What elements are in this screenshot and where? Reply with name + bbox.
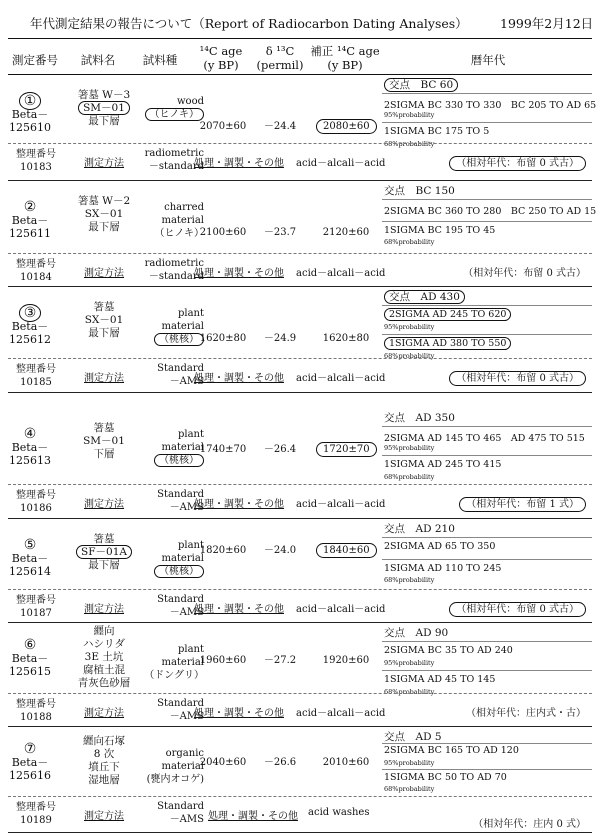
seiri-number — [8, 699, 64, 724]
circled-number: ④ — [23, 426, 37, 442]
two-sigma: 2SIGMA BC 330 TO 330 BC 205 TO AD 65 — [384, 100, 597, 111]
beta-code-prefix: Beta－ — [11, 320, 49, 333]
relative-age-circled: （相対年代：布留 0 式古） — [449, 371, 586, 386]
cal-divider — [382, 122, 592, 123]
two-sigma: 2SIGMA AD 145 TO 465 AD 475 TO 515 — [384, 433, 585, 444]
relative-age — [459, 495, 586, 510]
beta-code-prefix: Beta－ — [11, 441, 49, 454]
corrected-age: 2120±60 — [322, 227, 370, 238]
method-label: 測定方法 — [84, 604, 124, 615]
sample-name-line2: 8 次 — [93, 748, 115, 760]
sample-name-line1: 箸墓 — [93, 533, 115, 545]
cal-divider — [382, 455, 592, 456]
sample-id-circled: SM－01 — [78, 101, 130, 115]
seiri-label: 整理番号 — [16, 490, 56, 501]
method-line1: Standard — [157, 363, 204, 374]
seiri-label: 整理番号 — [16, 259, 56, 270]
sample-layer: 最下層 — [88, 221, 120, 233]
prob-68: 68%probability — [384, 576, 435, 584]
pretreatment: acid－alcali－acid — [296, 268, 386, 279]
cal-divider — [382, 426, 592, 427]
sample-layer: 青灰色砂層 — [77, 677, 131, 689]
material-species-circled: （桃核） — [154, 565, 204, 578]
method-label: 測定方法 — [84, 158, 124, 169]
entry-7-meta — [8, 799, 592, 829]
sample-name — [74, 89, 134, 128]
c14-age: 1620±80 — [199, 333, 247, 344]
seiri-value: 10189 — [20, 814, 52, 826]
beta-code-number: 125615 — [9, 664, 51, 678]
cal-divider — [382, 670, 592, 671]
seiri-label: 整理番号 — [16, 149, 56, 160]
material-species-circled: （桃核） — [154, 454, 204, 467]
header-corr-line1: 補正 ¹⁴C age — [310, 44, 380, 58]
page-bottom-rule — [8, 832, 592, 833]
intercept-circled: 交点 AD 430 — [384, 290, 465, 304]
prob-95: 95%probability — [384, 759, 435, 767]
method-line2: －standard — [148, 160, 204, 172]
sample-name-line2: ハシリダ — [83, 638, 125, 650]
material-line1: wood — [176, 96, 204, 107]
calendar-age-block — [380, 727, 592, 793]
material-species: （ヒノキ） — [154, 228, 204, 239]
cal-divider — [382, 199, 592, 200]
seiri-value: 10187 — [20, 607, 52, 619]
method-line1: radiometric — [144, 258, 204, 269]
circled-number: ② — [23, 199, 37, 215]
cal-divider — [382, 334, 592, 335]
delta13c: －27.2 — [263, 655, 297, 666]
intercept: 交点 BC 150 — [384, 185, 455, 197]
sample-number — [8, 741, 52, 782]
one-sigma: 1SIGMA AD 245 TO 415 — [384, 459, 502, 470]
corrected-age — [316, 121, 376, 134]
seiri-number — [8, 802, 64, 827]
seiri-label: 整理番号 — [16, 364, 56, 375]
beta-code-prefix: Beta－ — [11, 108, 49, 121]
beta-code-number: 125611 — [9, 226, 51, 240]
c14-age: 1740±70 — [199, 444, 247, 455]
seiri-number — [8, 149, 64, 174]
sample-name-line1: 箸墓 — [93, 301, 115, 313]
intercept: 交点 AD 5 — [384, 731, 442, 743]
two-sigma: 2SIGMA AD 65 TO 350 — [384, 541, 496, 552]
processing-label: 処理・調製・その他 — [194, 499, 284, 510]
processing-label: 処理・調製・その他 — [194, 373, 284, 384]
method-line2: －AMS — [169, 501, 204, 513]
processing-label: 処理・調製・その他 — [208, 811, 298, 822]
corrected-age: 1620±80 — [322, 333, 370, 344]
header-corrected-age — [308, 44, 382, 72]
sample-layer: 最下層 — [88, 327, 120, 339]
method-label: 測定方法 — [84, 499, 124, 510]
intercept: 交点 AD 90 — [384, 627, 449, 639]
method-line2: －standard — [148, 270, 204, 282]
material-type — [136, 643, 204, 682]
sample-number — [8, 305, 52, 346]
header-calendar-age: 暦年代 — [470, 53, 506, 67]
sample-name — [74, 301, 134, 340]
prob-95: 95%probability — [384, 323, 435, 331]
material-line2: material — [161, 215, 204, 226]
material-type — [136, 428, 204, 467]
row-divider — [8, 358, 592, 359]
material-line1: plant — [177, 308, 204, 319]
method-line1: Standard — [157, 698, 204, 709]
prob-68: 68%probability — [384, 238, 435, 246]
intercept — [384, 289, 465, 304]
relative-age-circled: （相対年代：布留 0 式古） — [449, 156, 586, 171]
beta-code-number: 125613 — [9, 453, 51, 467]
entry-4-meta — [8, 487, 592, 517]
pretreatment: acid washes — [308, 807, 370, 818]
material-line2: material — [161, 321, 204, 332]
circled-number: ⑥ — [23, 637, 37, 653]
circled-number: ⑤ — [23, 537, 37, 553]
cal-divider — [382, 769, 592, 770]
beta-code-number: 125616 — [9, 768, 51, 782]
corrected-age — [316, 545, 376, 558]
prob-95: 95%probability — [384, 444, 435, 452]
sample-number — [8, 537, 52, 578]
material-line2: material — [161, 553, 204, 564]
method-label: 測定方法 — [84, 373, 124, 384]
two-sigma — [384, 309, 511, 320]
pretreatment: acid－alcali－acid — [296, 604, 386, 615]
one-sigma: 1SIGMA BC 195 TO 45 — [384, 225, 496, 236]
header-sample-no: 測定番号 — [12, 53, 58, 67]
one-sigma: 1SIGMA AD 45 TO 145 — [384, 674, 496, 685]
sample-name — [74, 422, 134, 461]
method-line1: radiometric — [144, 148, 204, 159]
report-title: 年代測定結果の報告について（Report of Radiocarbon Dating Analyses） — [30, 16, 468, 31]
sample-layer: 湿地層 — [88, 774, 120, 786]
entry-1-meta — [8, 146, 592, 176]
material-type — [136, 307, 204, 346]
beta-code-prefix: Beta－ — [11, 756, 49, 769]
calendar-age-block — [380, 408, 592, 483]
beta-code-prefix: Beta－ — [11, 552, 49, 565]
entry-3-meta — [8, 361, 592, 391]
report-date: 1999年2月12日 — [500, 16, 594, 31]
seiri-label: 整理番号 — [16, 699, 56, 710]
row-divider — [8, 484, 592, 485]
relative-age-circled: （相対年代：布留 1 式） — [459, 497, 586, 512]
processing-label: 処理・調製・その他 — [194, 604, 284, 615]
entry-5-meta — [8, 592, 592, 622]
entry-2-meta — [8, 256, 592, 286]
cal-divider — [382, 305, 592, 306]
pretreatment: acid－alcali－acid — [296, 373, 386, 384]
material-species: （ドングリ） — [144, 670, 204, 681]
material-type — [136, 201, 204, 240]
cal-divider — [382, 743, 592, 744]
material-line2: material — [161, 761, 204, 772]
calendar-age-block — [380, 623, 592, 698]
sample-name-line1: 箸墓 W－2 — [77, 195, 131, 207]
seiri-value: 10186 — [20, 502, 52, 514]
one-sigma — [384, 338, 511, 349]
method-line1: Standard — [157, 594, 204, 605]
method-label: 測定方法 — [84, 268, 124, 279]
intercept-circled: 交点 BC 60 — [384, 78, 458, 92]
sample-name-line3: 3E 土坑 — [84, 651, 124, 663]
c14-age: 1820±60 — [199, 545, 247, 556]
material-species-circled: （ヒノキ） — [145, 108, 205, 121]
header-d13-line1: δ ¹³C — [265, 44, 295, 58]
circled-number: ⑦ — [23, 741, 37, 757]
prob-68: 68%probability — [384, 140, 435, 148]
material-line1: plant — [177, 429, 204, 440]
method-line2: －AMS — [169, 375, 204, 387]
seiri-number — [8, 364, 64, 389]
row-divider — [8, 143, 592, 144]
pretreatment: acid－alcali－acid — [296, 158, 386, 169]
sample-name-line1: 纒向石塚 — [83, 735, 125, 747]
method-line2: －AMS — [169, 710, 204, 722]
material-type — [136, 747, 204, 786]
calendar-age-block — [380, 181, 597, 256]
relative-age: （相対年代：布留 0 式古） — [463, 268, 586, 279]
circled-number: ③ — [19, 304, 42, 322]
relative-age — [449, 154, 586, 169]
method-line1: Standard — [157, 801, 204, 812]
seiri-value: 10183 — [20, 161, 52, 173]
header-sample-name: 試料名 — [80, 53, 116, 67]
corrected-age-circled: 2080±60 — [316, 119, 377, 134]
material-line1: organic — [165, 748, 204, 759]
seiri-value: 10185 — [20, 376, 52, 388]
processing-label: 処理・調製・その他 — [194, 268, 284, 279]
pretreatment: acid－alcali－acid — [296, 708, 386, 719]
header-top-rule — [8, 38, 592, 39]
delta13c: －24.4 — [263, 121, 297, 132]
material-species: (甕内オコゲ) — [146, 774, 204, 785]
material-species-circled: （桃核） — [154, 333, 204, 346]
corrected-age — [316, 444, 376, 457]
cal-divider — [382, 537, 592, 538]
header-corr-line2: (y BP) — [327, 58, 363, 72]
seiri-label: 整理番号 — [16, 595, 56, 606]
material-line2: material — [161, 442, 204, 453]
delta13c: －24.0 — [263, 545, 297, 556]
material-type — [136, 95, 204, 121]
prob-68: 68%probability — [384, 473, 435, 481]
processing-label: 処理・調製・その他 — [194, 708, 284, 719]
intercept: 交点 AD 210 — [384, 523, 455, 535]
relative-age — [449, 369, 586, 384]
two-sigma-circled: 2SIGMA AD 245 TO 620 — [384, 308, 511, 321]
relative-age-circled: （相対年代：布留 0 式古） — [449, 602, 586, 617]
header-d13-line2: (permil) — [256, 58, 304, 72]
intercept: 交点 AD 350 — [384, 412, 455, 424]
header-age — [192, 44, 250, 72]
header-material: 試料種 — [142, 53, 178, 67]
beta-code-number: 125614 — [9, 564, 51, 578]
two-sigma: 2SIGMA BC 165 TO AD 120 — [384, 745, 519, 756]
sample-name — [74, 533, 134, 572]
corrected-age-circled: 1720±70 — [316, 442, 377, 457]
entry-rule — [8, 392, 592, 393]
sample-number — [8, 637, 52, 678]
c14-age: 2040±60 — [199, 757, 247, 768]
row-divider — [8, 589, 592, 590]
sample-name-line1: 箸墓 W－3 — [77, 89, 131, 101]
method-line2: －AMS — [169, 606, 204, 618]
sample-name-line3: 墳丘下 — [88, 761, 120, 773]
delta13c: －26.6 — [263, 757, 297, 768]
delta13c: －26.4 — [263, 444, 297, 455]
c14-age: 2100±60 — [199, 227, 247, 238]
corrected-age: 1920±60 — [322, 655, 370, 666]
sample-name — [74, 195, 134, 234]
cal-divider — [382, 641, 592, 642]
cal-divider — [382, 93, 592, 94]
delta13c: －24.9 — [263, 333, 297, 344]
prob-95: 95%probability — [384, 659, 435, 667]
prob-68: 68%probability — [384, 688, 435, 696]
material-line1: plant — [177, 540, 204, 551]
sample-number — [8, 93, 52, 134]
corrected-age-circled: 1840±60 — [316, 543, 377, 558]
c14-age: 2070±60 — [199, 121, 247, 132]
prob-95: 95%probability — [384, 111, 435, 119]
header-age-line1: ¹⁴C age — [199, 44, 243, 58]
relative-age: （相対年代：庄内 0 式） — [473, 819, 586, 830]
seiri-number — [8, 259, 64, 284]
one-sigma: 1SIGMA BC 50 TO AD 70 — [384, 772, 507, 783]
beta-code-number: 125610 — [9, 120, 51, 134]
prob-68: 68%probability — [384, 352, 435, 360]
seiri-value: 10184 — [20, 271, 52, 283]
method-line2: －AMS — [169, 813, 204, 825]
cal-divider — [382, 559, 592, 560]
row-divider — [8, 693, 592, 694]
method-line1: Standard — [157, 489, 204, 500]
row-divider — [8, 796, 592, 797]
sample-number — [8, 199, 52, 240]
sample-layer: 最下層 — [88, 115, 120, 127]
sample-name — [74, 625, 134, 690]
sample-id: SX－01 — [84, 208, 124, 220]
cal-divider — [382, 221, 592, 222]
seiri-label: 整理番号 — [16, 802, 56, 813]
relative-age — [449, 600, 586, 615]
sample-name-line1: 箸墓 — [93, 422, 115, 434]
sample-name-line4: 腐植土混 — [83, 664, 125, 676]
sample-layer: 下層 — [93, 448, 115, 460]
entry-6-meta — [8, 696, 592, 726]
sample-name — [74, 735, 134, 787]
two-sigma: 2SIGMA BC 360 TO 280 BC 250 TO AD 15 — [384, 206, 597, 217]
method-label: 測定方法 — [84, 811, 124, 822]
seiri-number — [8, 595, 64, 620]
c14-age: 1960±60 — [199, 655, 247, 666]
calendar-age-block — [380, 519, 592, 587]
delta13c: －23.7 — [263, 227, 297, 238]
method-value — [132, 801, 204, 826]
header-d13 — [254, 44, 306, 72]
one-sigma-circled: 1SIGMA AD 380 TO 550 — [384, 337, 511, 350]
circled-number: ① — [19, 92, 42, 110]
corrected-age: 2010±60 — [322, 757, 370, 768]
sample-id-circled: SF－01A — [76, 545, 132, 559]
sample-layer: 最下層 — [88, 559, 120, 571]
method-label: 測定方法 — [84, 708, 124, 719]
sample-id: SM－01 — [83, 435, 125, 447]
intercept — [384, 77, 458, 92]
sample-id: SX－01 — [84, 314, 124, 326]
material-type — [136, 539, 204, 578]
two-sigma: 2SIGMA BC 35 TO AD 240 — [384, 645, 513, 656]
seiri-value: 10188 — [20, 711, 52, 723]
beta-code-prefix: Beta－ — [11, 652, 49, 665]
processing-label: 処理・調製・その他 — [194, 158, 284, 169]
beta-code-prefix: Beta－ — [11, 214, 49, 227]
one-sigma: 1SIGMA AD 110 TO 245 — [384, 563, 502, 574]
seiri-number — [8, 490, 64, 515]
sample-number — [8, 426, 52, 467]
material-line1: charred — [164, 202, 204, 213]
header-age-line2: (y BP) — [203, 58, 239, 72]
prob-68: 68%probability — [384, 785, 435, 793]
relative-age: （相対年代：庄内式・古） — [466, 708, 586, 719]
material-line1: plant — [177, 644, 204, 655]
row-divider — [8, 253, 592, 254]
calendar-age-block — [380, 287, 592, 360]
material-line2: material — [161, 657, 204, 668]
pretreatment: acid－alcali－acid — [296, 499, 386, 510]
sample-name-line1: 纒向 — [93, 625, 115, 637]
beta-code-number: 125612 — [9, 332, 51, 346]
one-sigma: 1SIGMA BC 175 TO 5 — [384, 126, 490, 137]
